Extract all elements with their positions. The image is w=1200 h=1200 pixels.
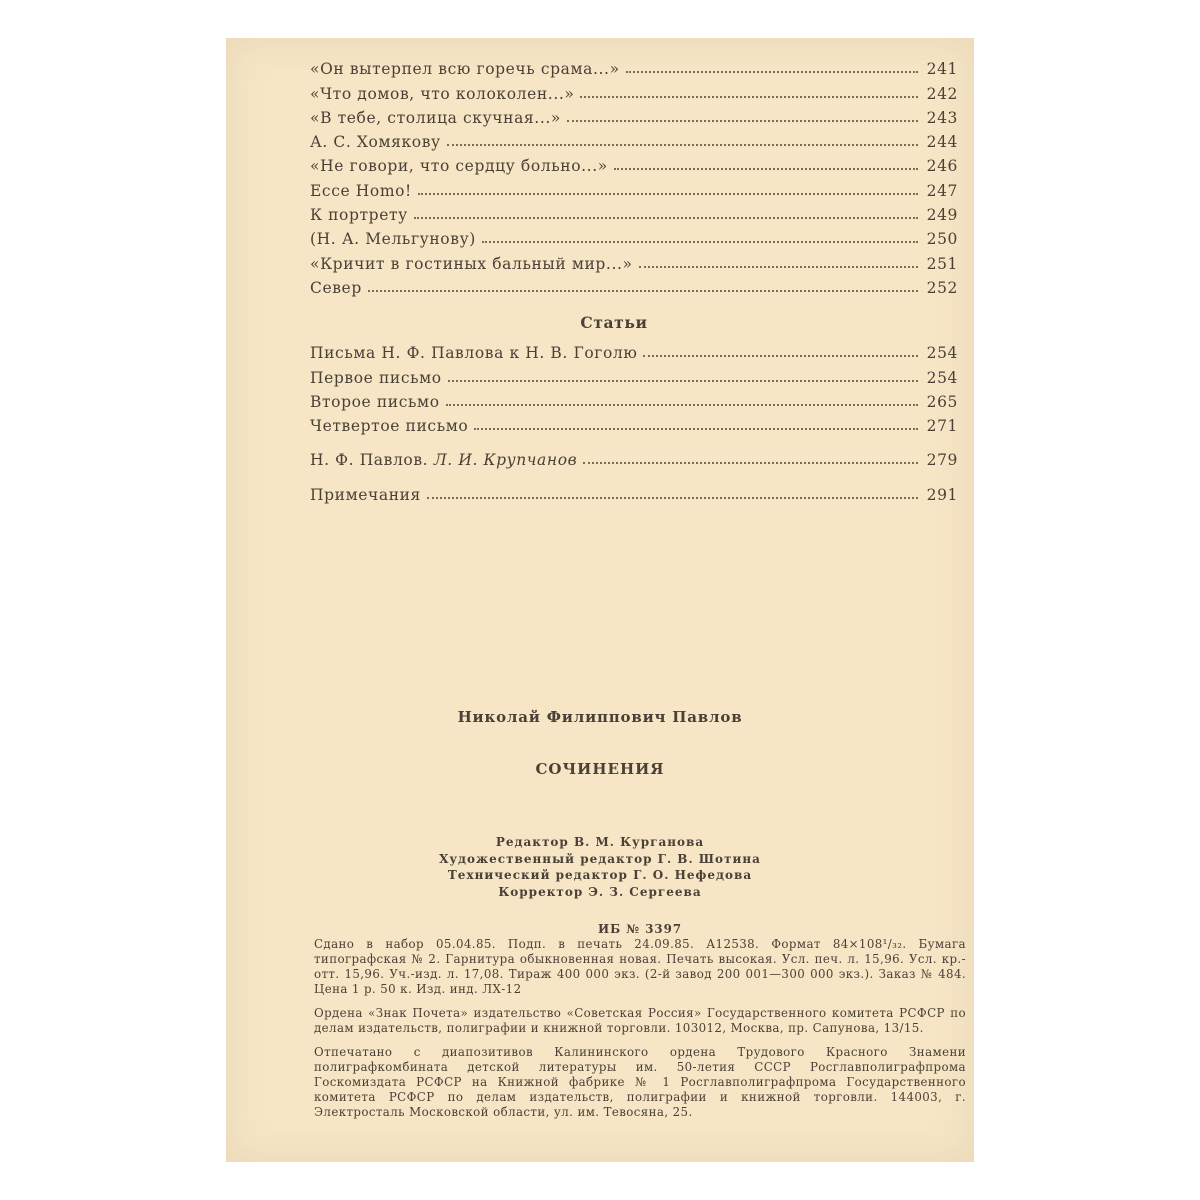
toc-entry xyxy=(310,127,958,151)
essay-title: Н. Ф. Павлов. xyxy=(310,451,429,470)
dot-leader xyxy=(583,462,918,464)
credit-editor: Редактор В. М. Курганова xyxy=(495,835,705,849)
toc-entry-title: Первое письмо xyxy=(310,368,442,387)
toc-entry-page: 247 xyxy=(926,181,958,200)
section-heading: Статьи xyxy=(580,312,648,332)
toc-entry-essay xyxy=(310,445,958,469)
toc-entry xyxy=(310,103,958,127)
dot-leader xyxy=(414,217,918,219)
toc-entry-title: Письма Н. Ф. Павлова к Н. В. Гоголю xyxy=(310,344,638,363)
dot-leader xyxy=(427,497,918,499)
toc-entry-page: 251 xyxy=(926,254,958,273)
ib-number: ИБ № 3397 xyxy=(597,922,683,936)
toc-entry xyxy=(310,248,958,272)
toc-list xyxy=(310,54,958,297)
toc-entry xyxy=(310,54,958,78)
toc-entry xyxy=(310,338,958,362)
dot-leader xyxy=(639,266,918,268)
book-page xyxy=(226,38,974,1162)
table-of-contents xyxy=(310,54,958,504)
dot-leader xyxy=(474,428,918,430)
toc-entry xyxy=(310,224,958,248)
toc-entry-title: Примечания xyxy=(310,485,421,504)
toc-entry xyxy=(310,362,958,386)
toc-entry-title: Север xyxy=(310,278,362,297)
toc-entry-page: 252 xyxy=(926,278,958,297)
essay-author: Л. И. Крупчанов xyxy=(433,451,578,470)
toc-entry-page: 254 xyxy=(926,368,958,387)
toc-entry-page: 246 xyxy=(926,157,958,176)
toc-entry-page: 291 xyxy=(926,485,958,504)
toc-entry-title: К портрету xyxy=(310,206,408,225)
toc-entry xyxy=(310,200,958,224)
dot-leader xyxy=(580,96,918,98)
toc-entry xyxy=(310,175,958,199)
toc-entry-title: «Он вытерпел всю горечь срама...» xyxy=(310,60,620,79)
toc-entry-page: 265 xyxy=(926,392,958,411)
toc-entry-page: 242 xyxy=(926,84,958,103)
toc-entry-page: 249 xyxy=(926,206,958,225)
toc-entry-title: Четвертое письмо xyxy=(310,417,469,436)
toc-entry xyxy=(310,411,958,435)
imprint-details: Сдано в набор 05.04.85. Подп. в печать 24.09.85. А12538. Формат 84×108¹/₃₂. Бумага типографская № 2. Гарнитура обыкновенная новая. Печать высокая. Усл. печ. л. 15,96. Усл. кр.-отт. 15,96. Уч.-изд. л. 17,08. Тираж 400 000 экз. (2-й завод 200 001—300 000 экз.). Заказ № 484. Цена 1 р. 50 к. Изд. инд. ЛХ-12 xyxy=(314,937,966,996)
toc-entry-page: 250 xyxy=(926,230,958,249)
toc-entry xyxy=(310,151,958,175)
toc-entry-page: 243 xyxy=(926,108,958,127)
toc-entry-page: 244 xyxy=(926,133,958,152)
toc-entry-title: (Н. А. Мельгунову) xyxy=(310,230,476,249)
toc-entry xyxy=(310,273,958,297)
toc-entry-title: А. С. Хомякову xyxy=(310,133,441,152)
book-title: СОЧИНЕНИЯ xyxy=(535,760,665,778)
toc-entry xyxy=(310,78,958,102)
credit-tech-editor: Технический редактор Г. О. Нефедова xyxy=(447,868,753,882)
toc-entry-notes xyxy=(310,479,958,503)
imprint xyxy=(314,922,966,1129)
dot-leader xyxy=(418,193,918,195)
printer-info: Отпечатано с диапозитивов Калининского ордена Трудового Красного Знамени полиграфкомбината детской литературы им. 50-летия СССР Росглавполиграфпрома Госкомиздата РСФСР на Книжной фабрике № 1 Росглавполиграфпрома Государственного комитета РСФСР по делам издательств, полиграфии и книжной торговли. 144003, г. Электросталь Московской области, ул. им. Тевосяна, 25. xyxy=(314,1045,966,1119)
credits xyxy=(226,834,974,900)
toc-entry-title: «Что домов, что колоколен...» xyxy=(310,84,575,103)
toc-entry-title xyxy=(310,451,583,469)
book-author: Николай Филиппович Павлов xyxy=(457,708,743,726)
toc-entry-title: «В тебе, столица скучная...» xyxy=(310,108,561,127)
dot-leader xyxy=(643,355,918,357)
articles-list xyxy=(310,338,958,435)
dot-leader xyxy=(448,380,918,382)
toc-entry-title: «Кричит в гостиных бальный мир...» xyxy=(310,254,633,273)
toc-entry-page: 271 xyxy=(926,417,958,436)
toc-entry-page: 254 xyxy=(926,344,958,363)
dot-leader xyxy=(368,290,918,292)
dot-leader xyxy=(567,120,918,122)
toc-entry-page: 241 xyxy=(926,60,958,79)
toc-entry-title: Второе письмо xyxy=(310,392,440,411)
dot-leader xyxy=(626,71,918,73)
toc-entry-page: 279 xyxy=(926,451,958,470)
toc-entry-title: Ecce Homo! xyxy=(310,181,412,200)
toc-entry-title: «Не говори, что сердцу больно...» xyxy=(310,157,608,176)
dot-leader xyxy=(446,404,918,406)
dot-leader xyxy=(614,168,918,170)
credit-art-editor: Художественный редактор Г. В. Шотина xyxy=(439,851,761,866)
publisher-info: Ордена «Знак Почета» издательство «Советская Россия» Государственного комитета РСФСР по делам издательств, полиграфии и книжной торговли. 103012, Москва, пр. Сапунова, 13/15. xyxy=(314,1006,966,1035)
dot-leader xyxy=(482,241,918,243)
toc-entry xyxy=(310,387,958,411)
credit-proofreader: Корректор Э. З. Сергеева xyxy=(498,884,702,899)
dot-leader xyxy=(447,144,918,146)
